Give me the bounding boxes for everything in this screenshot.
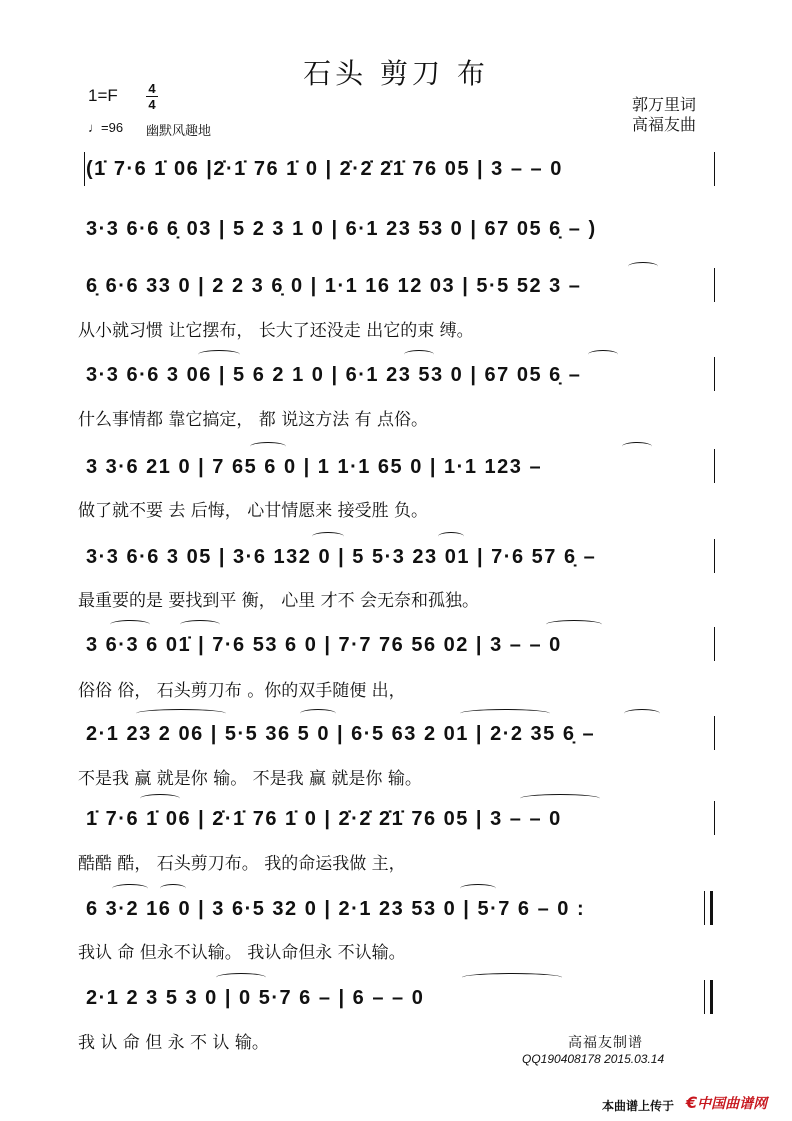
site-logo[interactable] xyxy=(686,1093,767,1113)
notes-line-4: 3·3 6·6 3 06 | 5 6 2 1 0 | 6·1 23 53 0 | 67 05 6̣ – xyxy=(86,364,582,386)
notes-line-3: 6̣ 6·6 33 0 | 2 2 3 6̣ 0 | 1·1 16 12 03 | 5·5 52 3 – xyxy=(86,275,582,297)
slur xyxy=(460,709,550,718)
lyrics-line-6: 最重要的是 要找到平 衡， 心里 才不 会无奈和孤独。 xyxy=(78,591,480,611)
barline xyxy=(714,152,715,186)
barline xyxy=(714,627,715,661)
notes-line-1: (1̇ 7·6 1̇ 06 |2̇·1̇ 76 1̇ 0 | 2̇·2̇ 2̇1̇ 76 05 | 3 – – 0 xyxy=(86,158,563,180)
time-signature xyxy=(146,82,158,111)
slur xyxy=(546,620,602,629)
site-logo-text: 中国曲谱网 xyxy=(697,1096,768,1112)
slur xyxy=(112,884,148,893)
site-logo-icon: € xyxy=(686,1093,698,1112)
transcriber-credit: 高福友制谱 xyxy=(568,1035,643,1051)
barline xyxy=(714,268,715,302)
lyrics-line-3: 从小就习惯 让它摆布， 长大了还没走 出它的束 缚。 xyxy=(78,321,474,341)
key-signature: 1=F xyxy=(88,86,118,105)
lyrics-line-4: 什么事情都 靠它搞定， 都 说这方法 有 点俗。 xyxy=(78,410,429,430)
final-barline-thick xyxy=(710,980,713,1014)
time-signature-top: 4 xyxy=(148,81,156,96)
slur xyxy=(588,350,618,359)
slur xyxy=(300,709,336,718)
tempo-marking: ♩=96 xyxy=(88,120,124,135)
slur xyxy=(628,262,658,271)
slur xyxy=(624,709,660,718)
barline xyxy=(714,801,715,835)
upload-note: 本曲谱上传于 xyxy=(602,1099,675,1113)
barline xyxy=(714,357,715,391)
lyrics-line-5: 做了就不要 去 后悔， 心甘情愿来 接受胜 负。 xyxy=(78,501,429,521)
repeat-barline-thick xyxy=(710,891,713,925)
slur xyxy=(250,442,286,451)
composer-credit: 高福友曲 xyxy=(632,115,697,134)
slur xyxy=(160,884,186,893)
notes-line-5: 3 3·6 21 0 | 7 65 6 0 | 1 1·1 65 0 | 1·1 123 – xyxy=(86,456,543,478)
start-barline xyxy=(84,152,85,186)
notes-line-10: 6 3·2 16 0 | 3 6·5 32 0 | 2·1 23 53 0 | 5·7 6 – 0 : xyxy=(86,898,586,920)
slur xyxy=(110,620,150,629)
final-barline-thin xyxy=(704,980,705,1014)
repeat-barline xyxy=(704,891,705,925)
slur xyxy=(520,794,600,803)
slur xyxy=(404,350,434,359)
notes-line-2: 3·3 6·6 6̣ 03 | 5 2 3 1 0 | 6·1 23 53 0 | 67 05 6̣ – ) xyxy=(86,218,597,240)
lyrics-line-10: 我认 命 但永不认输。 我认命但永 不认输。 xyxy=(78,943,406,963)
song-title: 石头 剪刀 布 xyxy=(303,57,489,90)
lyrics-line-11: 我 认 命 但 永 不 认 输。 xyxy=(78,1033,269,1053)
barline xyxy=(714,539,715,573)
notes-line-7: 3 6·3 6 01̇ | 7·6 53 6 0 | 7·7 76 56 02 | 3 – – 0 xyxy=(86,634,562,656)
slur xyxy=(438,532,464,541)
notes-line-11: 2·1 2 3 5 3 0 | 0 5·7 6 – | 6 – – 0 xyxy=(86,987,425,1009)
lyricist-credit: 郭万里词 xyxy=(632,95,697,114)
barline xyxy=(714,449,715,483)
contact-date: QQ190408178 2015.03.14 xyxy=(522,1052,665,1066)
notes-line-6: 3·3 6·6 3 05 | 3·6 132 0 | 5 5·3 23 01 | 7·6 57 6̣ – xyxy=(86,546,597,568)
slur xyxy=(216,973,266,982)
notes-line-8: 2·1 23 2 06 | 5·5 36 5 0 | 6·5 63 2 01 | 2·2 35 6̣ – xyxy=(86,723,596,745)
time-signature-bottom: 4 xyxy=(148,97,156,112)
expression-marking: 幽默风趣地 xyxy=(146,124,212,139)
slur xyxy=(460,884,496,893)
lyrics-line-9: 酷酷 酷， 石头剪刀布。 我的命运我做 主， xyxy=(78,854,406,874)
lyrics-line-7: 俗俗 俗， 石头剪刀布 。你的双手随便 出， xyxy=(78,681,406,701)
notes-line-9: 1̇ 7·6 1̇ 06 | 2̇·1̇ 76 1̇ 0 | 2̇·2̇ 2̇1̇ 76 05 | 3 – – 0 xyxy=(86,808,562,830)
slur xyxy=(140,794,180,803)
slur xyxy=(622,442,652,451)
lyrics-line-8: 不是我 赢 就是你 输。 不是我 赢 就是你 输。 xyxy=(78,769,422,789)
slur xyxy=(312,532,344,541)
slur xyxy=(136,709,226,718)
slur xyxy=(198,350,240,359)
tie xyxy=(462,973,562,982)
slur xyxy=(180,620,220,629)
barline xyxy=(714,716,715,750)
